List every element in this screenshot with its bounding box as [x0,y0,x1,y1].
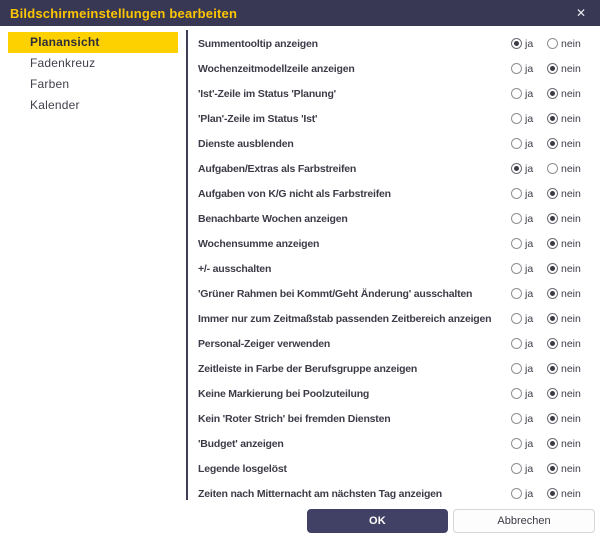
radio-icon [511,113,522,124]
setting-label: 'Ist'-Zeile im Status 'Planung' [198,87,336,100]
dialog-footer [0,505,600,538]
setting-row [198,156,593,181]
radio-option-ja[interactable] [511,413,544,425]
radio-option-ja[interactable] [511,338,544,350]
radio-option-ja[interactable] [511,38,544,50]
setting-label: Immer nur zum Zeitmaßstab passenden Zeitbereich anzeigen [198,312,492,325]
radio-group [511,138,593,150]
radio-label: nein [561,237,581,250]
setting-row [198,181,593,206]
radio-group [511,238,593,250]
radio-icon [547,488,558,499]
radio-label: ja [525,412,534,425]
radio-option-nein[interactable] [547,438,593,450]
dialog-title: Bildschirmeinstellungen bearbeiten [10,5,238,21]
radio-option-ja[interactable] [511,63,544,75]
radio-option-ja[interactable] [511,263,544,275]
radio-icon [547,463,558,474]
radio-label: nein [561,437,581,450]
setting-label: 'Plan'-Zeile im Status 'Ist' [198,112,318,125]
radio-icon [511,463,522,474]
radio-option-ja[interactable] [511,138,544,150]
radio-group [511,363,593,375]
radio-label: ja [525,187,534,200]
radio-label: nein [561,412,581,425]
radio-group [511,163,593,175]
radio-option-nein[interactable] [547,113,593,125]
radio-icon [511,263,522,274]
radio-group [511,438,593,450]
radio-option-nein[interactable] [547,388,593,400]
radio-option-nein[interactable] [547,288,593,300]
setting-row [198,31,593,56]
radio-icon [511,288,522,299]
setting-label: Keine Markierung bei Poolzuteilung [198,387,370,400]
radio-icon [511,313,522,324]
setting-label: 'Budget' anzeigen [198,437,284,450]
radio-group [511,463,593,475]
radio-option-ja[interactable] [511,163,544,175]
radio-option-nein[interactable] [547,188,593,200]
setting-label: 'Grüner Rahmen bei Kommt/Geht Änderung' ausschalten [198,287,473,300]
setting-label: Kein 'Roter Strich' bei fremden Diensten [198,412,391,425]
radio-label: ja [525,112,534,125]
vertical-divider [186,30,188,500]
radio-icon [547,63,558,74]
radio-option-nein[interactable] [547,338,593,350]
radio-option-ja[interactable] [511,488,544,500]
sidebar-item-planansicht[interactable]: Planansicht [8,32,178,53]
setting-row [198,431,593,456]
setting-row [198,356,593,381]
dialog-content [0,26,600,505]
radio-option-ja[interactable] [511,188,544,200]
radio-group [511,388,593,400]
radio-option-ja[interactable] [511,363,544,375]
radio-icon [547,288,558,299]
radio-option-nein[interactable] [547,413,593,425]
radio-option-ja[interactable] [511,288,544,300]
setting-label: Dienste ausblenden [198,137,294,150]
setting-row [198,406,593,431]
radio-icon [547,213,558,224]
radio-option-ja[interactable] [511,113,544,125]
radio-group [511,113,593,125]
radio-label: nein [561,337,581,350]
radio-group [511,413,593,425]
radio-icon [547,238,558,249]
sidebar-list [0,26,186,505]
radio-icon [511,363,522,374]
setting-label: Zeitleiste in Farbe der Berufsgruppe anzeigen [198,362,418,375]
radio-icon [547,363,558,374]
ok-button[interactable]: OK [307,509,448,533]
setting-row [198,306,593,331]
setting-row [198,206,593,231]
radio-label: ja [525,62,534,75]
radio-label: nein [561,162,581,175]
radio-label: nein [561,37,581,50]
radio-option-nein[interactable] [547,488,593,500]
radio-option-nein[interactable] [547,138,593,150]
radio-icon [511,238,522,249]
radio-icon [547,163,558,174]
radio-label: ja [525,337,534,350]
radio-label: ja [525,437,534,450]
setting-label: Aufgaben/Extras als Farbstreifen [198,162,357,175]
radio-option-nein[interactable] [547,263,593,275]
setting-label: Benachbarte Wochen anzeigen [198,212,348,225]
radio-icon [547,313,558,324]
radio-option-ja[interactable] [511,438,544,450]
setting-row [198,81,593,106]
setting-row [198,256,593,281]
radio-icon [511,163,522,174]
settings-list [186,26,600,505]
radio-label: ja [525,262,534,275]
radio-option-ja[interactable] [511,463,544,475]
radio-option-nein[interactable] [547,63,593,75]
setting-label: Zeiten nach Mitternacht am nächsten Tag anzeigen [198,487,443,500]
radio-icon [511,438,522,449]
setting-row [198,106,593,131]
radio-option-ja[interactable] [511,213,544,225]
radio-icon [511,38,522,49]
setting-row [198,456,593,481]
radio-label: ja [525,162,534,175]
radio-icon [511,88,522,99]
radio-label: nein [561,212,581,225]
radio-icon [511,63,522,74]
radio-icon [547,438,558,449]
setting-label: Aufgaben von K/G nicht als Farbstreifen [198,187,391,200]
radio-option-nein[interactable] [547,88,593,100]
radio-label: nein [561,487,581,500]
radio-group [511,313,593,325]
setting-row [198,231,593,256]
radio-label: ja [525,487,534,500]
setting-label: +/- ausschalten [198,262,272,275]
setting-label: Personal-Zeiger verwenden [198,337,331,350]
radio-icon [511,338,522,349]
radio-option-nein[interactable] [547,163,593,175]
radio-label: ja [525,462,534,475]
radio-option-nein[interactable] [547,38,593,50]
radio-group [511,488,593,500]
radio-label: ja [525,212,534,225]
setting-label: Summentooltip anzeigen [198,37,318,50]
dialog-titlebar [0,0,600,26]
radio-label: nein [561,462,581,475]
setting-row [198,56,593,81]
radio-label: ja [525,362,534,375]
radio-label: nein [561,362,581,375]
radio-icon [511,413,522,424]
radio-icon [547,338,558,349]
setting-row [198,481,593,506]
radio-label: nein [561,287,581,300]
radio-icon [547,88,558,99]
radio-group [511,88,593,100]
radio-label: ja [525,37,534,50]
radio-icon [511,138,522,149]
radio-group [511,188,593,200]
radio-label: ja [525,287,534,300]
radio-option-nein[interactable] [547,363,593,375]
setting-row [198,331,593,356]
radio-icon [511,213,522,224]
radio-option-ja[interactable] [511,388,544,400]
radio-option-nein[interactable] [547,313,593,325]
setting-label: Wochenzeitmodellzeile anzeigen [198,62,355,75]
radio-icon [547,113,558,124]
radio-option-nein[interactable] [547,213,593,225]
radio-icon [547,413,558,424]
sidebar-item-fadenkreuz[interactable]: Fadenkreuz [30,56,96,70]
setting-row [198,381,593,406]
radio-option-ja[interactable] [511,88,544,100]
radio-icon [511,388,522,399]
setting-label: Wochensumme anzeigen [198,237,320,250]
radio-icon [547,188,558,199]
radio-group [511,63,593,75]
radio-label: nein [561,262,581,275]
radio-group [511,213,593,225]
radio-label: nein [561,62,581,75]
setting-label: Legende losgelöst [198,462,287,475]
radio-group [511,288,593,300]
radio-group [511,263,593,275]
radio-label: nein [561,312,581,325]
radio-label: ja [525,87,534,100]
radio-icon [511,488,522,499]
radio-option-nein[interactable] [547,463,593,475]
sidebar-item-farben[interactable]: Farben [30,77,70,91]
radio-group [511,338,593,350]
radio-icon [547,388,558,399]
close-icon[interactable]: ✕ [575,6,586,20]
sidebar-item-kalender[interactable]: Kalender [30,98,80,112]
radio-option-ja[interactable] [511,313,544,325]
setting-row [198,131,593,156]
setting-row [198,281,593,306]
radio-icon [547,263,558,274]
radio-label: nein [561,87,581,100]
radio-label: ja [525,387,534,400]
radio-icon [511,188,522,199]
radio-group [511,38,593,50]
radio-label: ja [525,237,534,250]
radio-option-ja[interactable] [511,238,544,250]
radio-label: nein [561,387,581,400]
radio-label: nein [561,112,581,125]
cancel-button[interactable]: Abbrechen [453,509,595,533]
radio-option-nein[interactable] [547,238,593,250]
radio-label: nein [561,187,581,200]
radio-label: ja [525,137,534,150]
radio-label: nein [561,137,581,150]
radio-icon [547,138,558,149]
radio-icon [547,38,558,49]
radio-label: ja [525,312,534,325]
